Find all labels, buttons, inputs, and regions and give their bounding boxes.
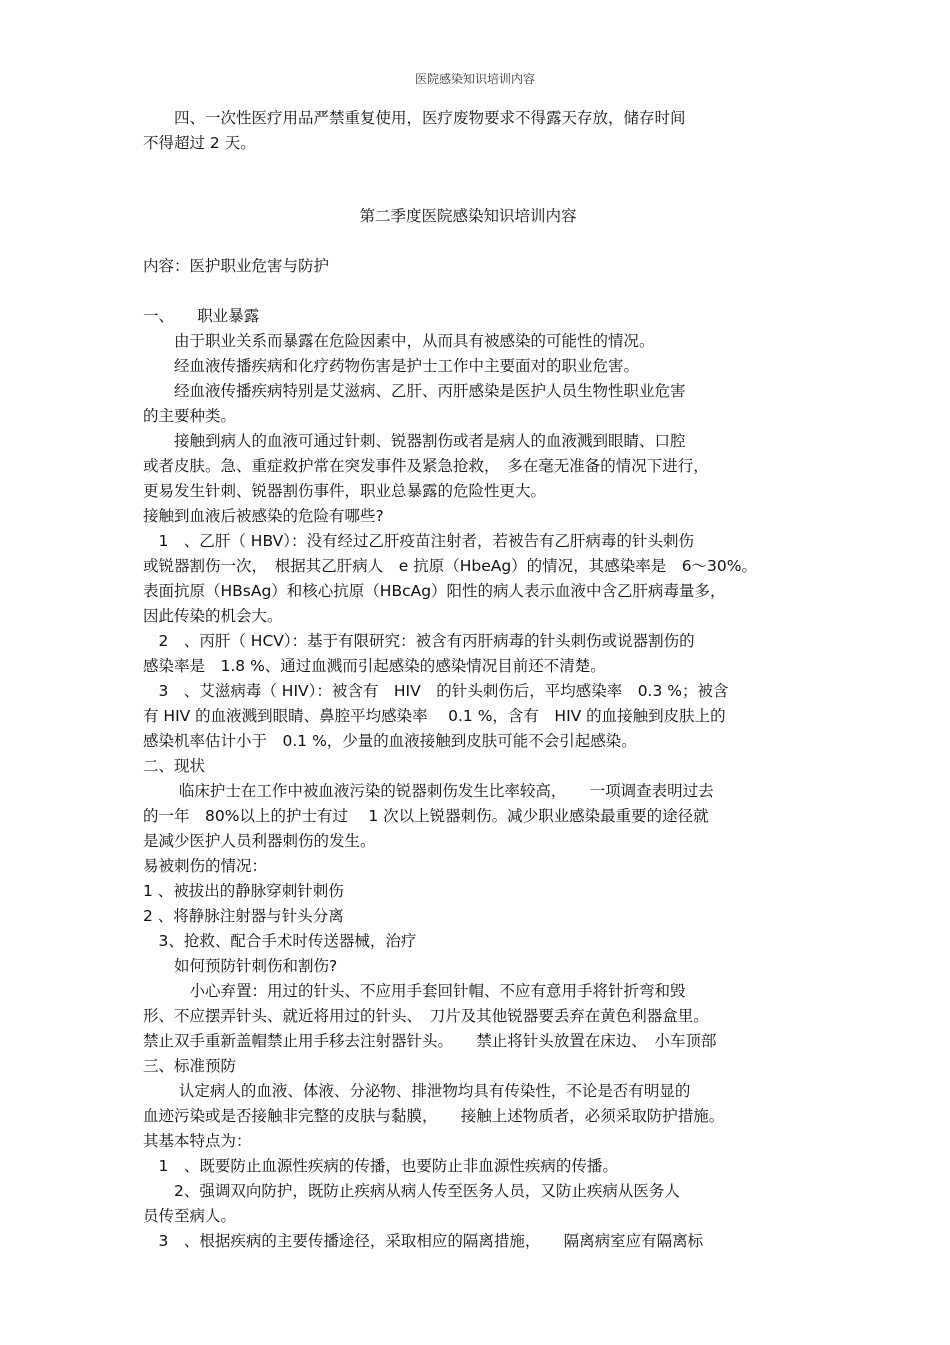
paragraph-line: 的一年 80%以上的护士有过 1 次以上锐器刺伤。减少职业感染最重要的途径就 [143,807,709,825]
paragraph-line: 感染机率估计小于 0.1 %，少量的血液接触到皮肤可能不会引起感染。 [143,732,637,750]
running-header: 医院感染知识培训内容 [414,72,535,86]
paragraph-line: 经血液传播疾病和化疗药物伤害是护士工作中主要面对的职业危害。 [143,357,640,375]
document-body [143,106,823,1254]
paragraph-line: 临床护士在工作中被血液污染的锐器刺伤发生比率较高， 一项调查表明过去 [143,782,714,800]
paragraph-line: 是减少医护人员利器刺伤的发生。 [143,832,376,850]
list-item: 3、抢救、配合手术时传送器械，治疗 [143,932,417,950]
paragraph-line: 或锐器割伤一次， 根据其乙肝病人 e 抗原（HbeAg）的情况，其感染率是 6～30%。 [143,557,758,575]
paragraph-line: 由于职业关系而暴露在危险因素中，从而具有被感染的可能性的情况。 [143,332,655,350]
blank-line [143,279,823,304]
paragraph-line: 有 HIV 的血液溅到眼睛、鼻腔平均感染率 0.1 %，含有 HIV 的血接触到皮肤上的 [143,707,726,725]
list-item: 3 、根据疾病的主要传播途径，采取相应的隔离措施， 隔离病室应有隔离标 [143,1232,704,1250]
paragraph-line: 表面抗原（HBsAg）和核心抗原（HBcAg）阳性的病人表示血液中含乙肝病毒量多， [143,582,726,600]
section-title: 第二季度医院感染知识培训内容 [359,207,577,225]
list-item: 2 、将静脉注射器与针头分离 [143,907,344,925]
blank-line [143,156,823,196]
paragraph-line: 血迹污染或是否接触非完整的皮肤与黏膜， 接触上述物质者，必须采取防护措施。 [143,1107,725,1125]
paragraph-line: 禁止双手重新盖帽禁止用手移去注射器针头。 禁止将针头放置在床边、 小车顶部 [143,1032,717,1050]
paragraph-line: 形、不应摆弄针头、就近将用过的针头、 刀片及其他锐器要丢弃在黄色利器盒里。 [143,1007,709,1025]
paragraph-line: 员传至病人。 [143,1207,237,1225]
content-topic: 内容：医护职业危害与防护 [143,257,330,275]
paragraph-line: 更易发生针刺、锐器割伤事件，职业总暴露的危险性更大。 [143,482,547,500]
paragraph-line: 其基本特点为： [143,1132,252,1150]
paragraph-line: 感染率是 1.8 %、通过血溅而引起感染的感染情况目前还不清楚。 [143,657,606,675]
heading-standard-precautions: 三、标准预防 [143,1057,237,1075]
paragraph-line: 接触到病人的血液可通过针刺、锐器割伤或者是病人的血液溅到眼睛、口腔 [143,432,686,450]
heading-current-status: 二、现状 [143,757,206,775]
paragraph-line: 经血液传播疾病特别是艾滋病、乙肝、丙肝感染是医护人员生物性职业危害 [143,382,686,400]
paragraph-line: 小心弃置：用过的针头、不应用手套回针帽、不应有意用手将针折弯和毁 [143,982,686,1000]
paragraph-line: 四、一次性医疗用品严禁重复使用，医疗废物要求不得露天存放，储存时间 [143,109,686,127]
list-item: 2、强调双向防护，既防止疾病从病人传至医务人员，又防止疾病从医务人 [143,1182,680,1200]
paragraph-line: 易被刺伤的情况： [143,857,268,875]
paragraph-line: 认定病人的血液、体液、分泌物、排泄物均具有传染性，不论是否有明显的 [143,1082,691,1100]
paragraph-line: 1 、乙肝（ HBV）：没有经过乙肝疫苗注射者，若被告有乙肝病毒的针头刺伤 [143,532,694,550]
list-item: 1 、被拔出的静脉穿刺针刺伤 [143,882,344,900]
heading-occupational-exposure: 一、 职业暴露 [143,307,260,325]
paragraph-line: 3 、艾滋病毒（ HIV）：被含有 HIV 的针头刺伤后，平均感染率 0.3 %；被含 [143,682,729,700]
paragraph-line: 的主要种类。 [143,407,237,425]
list-item: 1 、既要防止血源性疾病的传播，也要防止非血源性疾病的传播。 [143,1157,618,1175]
paragraph-line: 不得超过 2 天。 [143,134,256,152]
paragraph-line: 或者皮肤。急、重症救护常在突发事件及紧急抢救， 多在毫无准备的情况下进行， [143,457,709,475]
paragraph-line: 因此传染的机会大。 [143,607,283,625]
paragraph-line: 2 、丙肝（ HCV）：基于有限研究：被含有丙肝病毒的针头刺伤或说器割伤的 [143,632,695,650]
paragraph-line: 接触到血液后被感染的危险有哪些? [143,507,384,525]
paragraph-line: 如何预防针刺伤和割伤? [143,957,338,975]
blank-line [143,229,823,254]
